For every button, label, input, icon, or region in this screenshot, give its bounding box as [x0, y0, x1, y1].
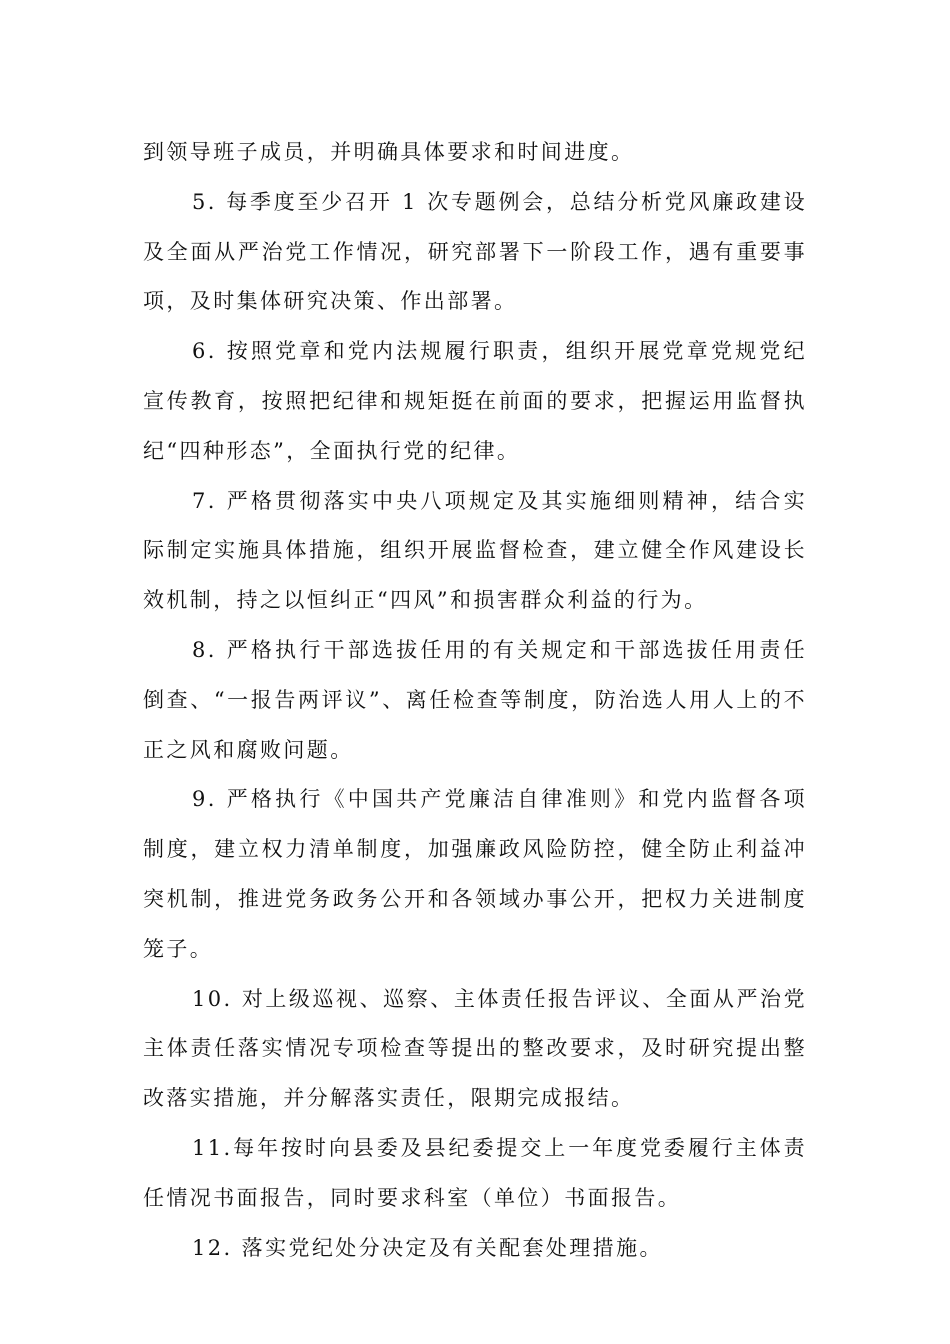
paragraph-item-12: 12. 落实党纪处分决定及有关配套处理措施。 [192, 1235, 663, 1260]
paragraph-item-9: 9. 严格执行《中国共产党廉洁自律准则》和党内监督各项制度，建立权力清单制度，加强廉政风险防控，健全防止利益冲突机制，推进党务政务公开和各领域办事公开，把权力关进制度笼子。 [143, 787, 807, 961]
document-body [143, 128, 807, 1273]
paragraph-item-5: 5. 每季度至少召开 1 次专题例会，总结分析党风廉政建设及全面从严治党工作情况，研究部署下一阶段工作，遇有重要事项，及时集体研究决策、作出部署。 [143, 189, 807, 314]
paragraph-item-10: 10. 对上级巡视、巡察、主体责任报告评议、全面从严治党主体责任落实情况专项检查等提出的整改要求，及时研究提出整改落实措施，并分解落实责任，限期完成报结。 [143, 986, 807, 1111]
paragraph-continuation: 到领导班子成员，并明确具体要求和时间进度。 [143, 140, 635, 164]
paragraph-item-8: 8. 严格执行干部选拔任用的有关规定和干部选拔任用责任倒查、“一报告两评议”、离任检查等制度，防治选人用人上的不正之风和腐败问题。 [143, 637, 807, 762]
paragraph-item-11: 11.每年按时向县委及县纪委提交上一年度党委履行主体责任情况书面报告，同时要求科室（单位）书面报告。 [143, 1135, 807, 1210]
paragraph-item-7: 7. 严格贯彻落实中央八项规定及其实施细则精神，结合实际制定实施具体措施，组织开展监督检查，建立健全作风建设长效机制，持之以恒纠正“四风”和损害群众利益的行为。 [143, 488, 807, 613]
paragraph-item-6: 6. 按照党章和党内法规履行职责，组织开展党章党规党纪宣传教育，按照把纪律和规矩挺在前面的要求，把握运用监督执纪“四种形态”，全面执行党的纪律。 [143, 339, 807, 463]
